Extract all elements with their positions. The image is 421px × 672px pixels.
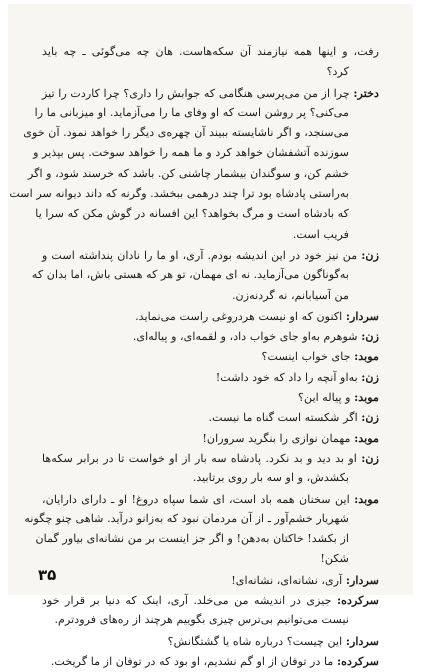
line-text: جیزی در اندیشه من می‌خلد. آری، اینک که دنیا بر قرار خود	[42, 594, 332, 608]
speaker-name: دختر:	[353, 85, 379, 100]
dialogue-line	[42, 651, 379, 671]
line-text: جای خواب اینست؟	[261, 350, 351, 364]
line-text: به‌گوناگون می‌آزماید. نه ای مهمان، تو هر که هستی باش، اما بدان که	[31, 268, 349, 282]
line-text: این سخنان همه باد است، ای شما سپاه دروغ! او ـ دارای دارایان،	[42, 492, 350, 506]
text-line	[42, 225, 379, 245]
line-text: کرد؟	[326, 65, 349, 79]
speaker-name: موبد:	[354, 430, 379, 445]
dialogue-line	[42, 407, 379, 427]
line-text: از بکشد! خاکتان به‌دهن! و اگر جز اینست بر من نشانه‌ای بیاور گمان	[35, 532, 349, 546]
line-text: ما در توفان از او گم نشدیم، او بود که در توفان از ما گریخت.	[50, 654, 334, 668]
text-line	[42, 468, 379, 488]
page-number: ۳۵	[38, 566, 57, 584]
dialogue-line	[42, 326, 379, 346]
dialogue-line	[42, 428, 379, 448]
line-text: و پیاله این؟	[298, 391, 351, 405]
speaker-name: موبد:	[354, 491, 379, 506]
text-line	[42, 610, 379, 630]
dialogue-line	[42, 346, 379, 366]
line-text: شهریار خشم‌آور ـ از آن مردمان نبود که به‌زانو درآید. شاهی چنو چگونه	[24, 511, 349, 525]
dialogue-line	[42, 489, 379, 509]
speaker-name: موبد:	[354, 390, 379, 405]
text-line	[42, 549, 379, 569]
text-line	[31, 265, 379, 285]
text-line	[35, 204, 379, 224]
text-line	[34, 103, 379, 123]
dialogue-line	[42, 631, 379, 651]
speaker-name: زن:	[361, 247, 379, 262]
speaker-name: سردار:	[345, 633, 379, 648]
text-line	[42, 286, 379, 306]
speaker-name: موبد:	[354, 349, 379, 364]
line-text: شکن!	[320, 552, 349, 566]
dialogue-line	[42, 367, 379, 387]
line-text: این چیست؟ درباره شاه یا گشتگانش؟	[167, 634, 343, 648]
line-text: آری، نشانه‌ای، نشانه‌ای!	[231, 573, 343, 587]
speaker-name: زن:	[361, 329, 379, 344]
text-line	[42, 62, 379, 82]
line-text: اگر شکسته است گناه ما نیست.	[208, 411, 358, 425]
dialogue-line	[42, 570, 379, 590]
text-line	[23, 123, 379, 143]
line-text: نیست می‌توانیم بی‌ترس چیزی بگوییم هرچند از ره‌های فرودترم.	[54, 613, 349, 627]
text-line	[42, 42, 379, 62]
dialogue-line	[42, 387, 379, 407]
speaker-name: سردار:	[345, 308, 379, 323]
dialogue-line	[42, 448, 379, 468]
line-text: فریب است.	[292, 227, 349, 241]
line-text: من نیز خود در این اندیشه بودم. آری، او ما را نادان پنداشته است و	[42, 248, 358, 262]
text-line	[24, 509, 379, 529]
dialogue-line	[42, 83, 379, 103]
dialogue-line	[42, 245, 379, 265]
speaker-name: زن:	[361, 410, 379, 425]
speaker-name: زن:	[361, 369, 379, 384]
text-line	[9, 184, 379, 204]
line-text: مهمان نوازی را بنگرید سروران!	[202, 431, 351, 445]
text-line	[27, 164, 379, 184]
speaker-name: زن:	[361, 450, 379, 465]
text-line	[35, 529, 379, 549]
line-text: به‌او آنچه را داد که خود داشت!	[215, 370, 358, 384]
line-text: خشم کن، و سوگندان بیشمار چاشنی کن. باشد که خرسند شود، و اگر	[27, 166, 349, 180]
speaker-name: سرکرده:	[336, 593, 379, 608]
speaker-name: سردار:	[345, 572, 379, 587]
line-text: او بد دید و بد نکرد. پادشاه سه بار از او خواست تا در برابر سکه‌ها	[42, 451, 357, 465]
line-text: من آسیابانم، نه گردنه‌زن.	[231, 288, 349, 302]
text-line	[33, 143, 379, 163]
line-text: اکنون که او نیست هردروغی راست می‌نماید.	[135, 309, 343, 323]
line-text: می‌سنجد، و اگر ناشایسته ببیند آن چهره‌ی دیگر را خواهد نمود. آن خوی	[23, 126, 349, 140]
line-text: که بادشاه است و مرگ بخواهد؟ این افسانه در گوش مکن که سرا یا	[35, 207, 349, 221]
line-text: سوزنده آتشفشان خواهد کرد و ما همه را خواهد سوخت. پس بپذیر و	[33, 146, 349, 160]
book-page	[8, 4, 413, 668]
dialogue-line	[42, 590, 379, 610]
dialogue-line	[42, 306, 379, 326]
line-text: به‌راستی پادشاه بود ترا چند درهمی ببخشد. وگرنه که داند دیوانه سر است	[9, 187, 349, 201]
line-text: بکشدش، و او سه بار روی برتابید.	[192, 471, 349, 485]
line-text: شوهرم به‌او جای خواب داد، و لقمه‌ای، و پیاله‌ای.	[132, 330, 358, 344]
line-text: چرا از من می‌پرسی هنگامی که جوابش را داری؟ چرا کاردت را تیز	[42, 86, 350, 100]
page-text	[9, 42, 379, 671]
speaker-name: سرکرده:	[336, 653, 379, 668]
line-text: رفت، و اینها همه نیازمند آن سکه‌هاست. هان چه می‌گوئی ـ چه باید	[42, 45, 379, 58]
line-text: می‌کنی؟ پر روشن است که او وفای ما را می‌آزماید. او میزبانی ما را	[34, 105, 349, 119]
